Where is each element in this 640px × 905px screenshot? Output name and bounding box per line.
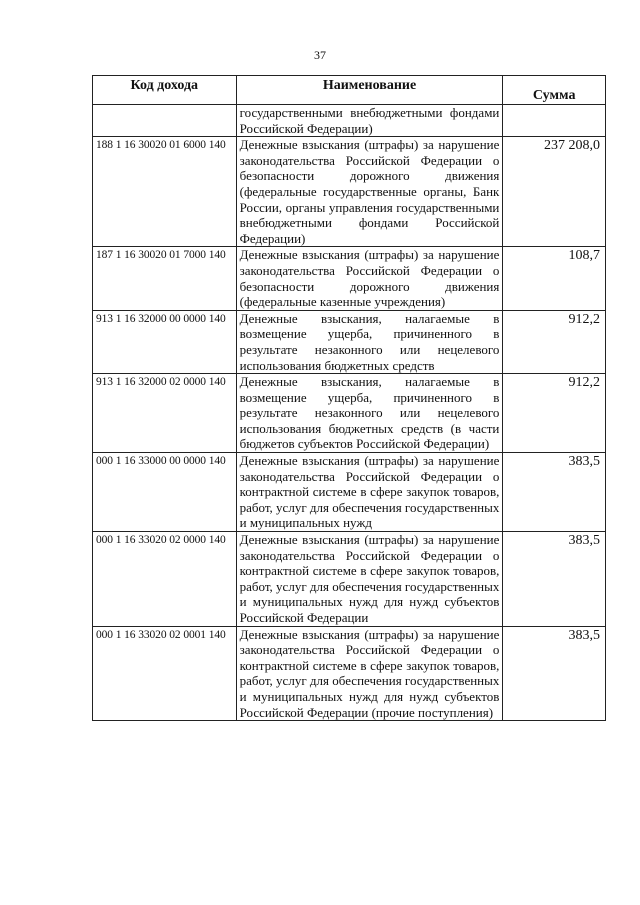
income-code: 000 1 16 33020 02 0001 140: [93, 626, 237, 721]
income-sum: 383,5: [503, 626, 606, 721]
table-header-row: [93, 76, 606, 105]
header-code: Код дохода: [93, 76, 237, 105]
income-sum: 912,2: [503, 374, 606, 453]
header-sum: Сумма: [503, 76, 606, 105]
table-row: [93, 310, 606, 373]
table-row: [93, 374, 606, 453]
income-code: 000 1 16 33020 02 0000 140: [93, 532, 237, 627]
income-name: Денежные взыскания (штрафы) за нарушение законодательства Российской Федерации о безопасности дорожного движения (федеральные казенные учреждения): [236, 247, 503, 310]
table-row: [93, 105, 606, 137]
income-code: 913 1 16 32000 02 0000 140: [93, 374, 237, 453]
table-row: [93, 626, 606, 721]
table-row: [93, 453, 606, 532]
table-row: [93, 137, 606, 247]
income-sum: 108,7: [503, 247, 606, 310]
income-code: 188 1 16 30020 01 6000 140: [93, 137, 237, 247]
income-sum: [503, 105, 606, 137]
income-name: Денежные взыскания (штрафы) за нарушение законодательства Российской Федерации о контрактной системе в сфере закупок товаров, работ, услуг для обеспечения государственных и муниципальных нужд для нужд субъектов Российской Федерации (прочие поступления): [236, 626, 503, 721]
table-row: [93, 247, 606, 310]
income-code: 000 1 16 33000 00 0000 140: [93, 453, 237, 532]
income-code: 913 1 16 32000 00 0000 140: [93, 310, 237, 373]
income-name: Денежные взыскания, налагаемые в возмещение ущерба, причиненного в результате незаконного или нецелевого использования бюджетных средств: [236, 310, 503, 373]
income-name: Денежные взыскания (штрафы) за нарушение законодательства Российской Федерации о безопасности дорожного движения (федеральные государственные органы, Банк России, органы управления государственными внебюджетными фондами Российской Федерации): [236, 137, 503, 247]
income-name: Денежные взыскания (штрафы) за нарушение законодательства Российской Федерации о контрактной системе в сфере закупок товаров, работ, услуг для обеспечения государственных и муниципальных нужд: [236, 453, 503, 532]
income-code: [93, 105, 237, 137]
income-name: Денежные взыскания (штрафы) за нарушение законодательства Российской Федерации о контрактной системе в сфере закупок товаров, работ, услуг для обеспечения государственных и муниципальных нужд для нужд субъектов Российской Федерации: [236, 532, 503, 627]
table-row: [93, 532, 606, 627]
income-code: 187 1 16 30020 01 7000 140: [93, 247, 237, 310]
header-name: Наименование: [236, 76, 503, 105]
income-name: Денежные взыскания, налагаемые в возмещение ущерба, причиненного в результате незаконного или нецелевого использования бюджетных средств (в части бюджетов субъектов Российской Федерации): [236, 374, 503, 453]
income-sum: 383,5: [503, 453, 606, 532]
income-sum: 383,5: [503, 532, 606, 627]
income-table: [92, 75, 606, 721]
income-name: государственными внебюджетными фондами Российской Федерации): [236, 105, 503, 137]
page-number: 37: [314, 48, 326, 62]
income-sum: 912,2: [503, 310, 606, 373]
income-sum: 237 208,0: [503, 137, 606, 247]
